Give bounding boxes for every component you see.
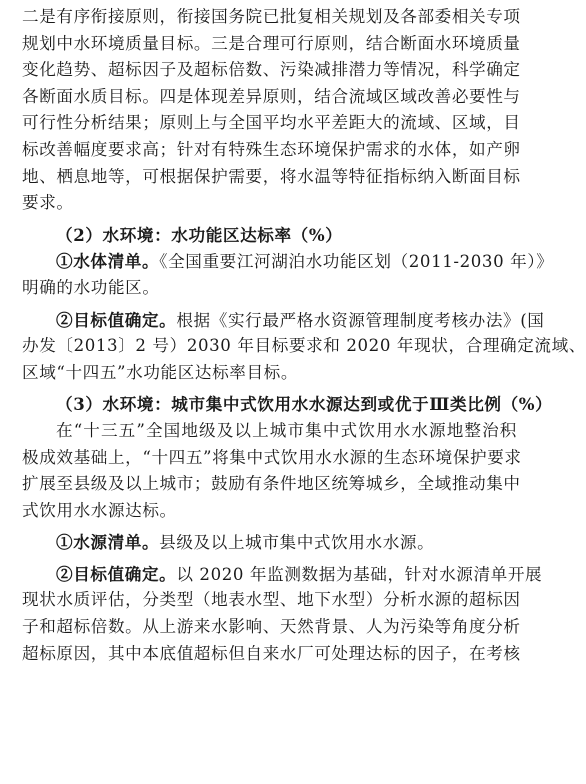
text-line: 超标原因，其中本底值超标但自来水厂可处理达标的因子，在考核	[22, 643, 521, 663]
section-heading-water-function-zone: （2）水环境：水功能区达标率（%）	[56, 224, 343, 245]
text-line	[22, 248, 554, 275]
text-line: 式饮用水水源达标。	[22, 500, 177, 520]
paragraph-water-source-list	[22, 529, 517, 556]
item-text: 《全国重要江河湖泊水功能区划（2011-2030 年）》	[159, 252, 554, 272]
text-line: 办发〔2013〕2 号）2030 年目标要求和 2020 年现状，合理确定流域、	[22, 336, 586, 356]
text-line: 区域“十四五”水功能区达标率目标。	[22, 362, 299, 382]
item-label: ②目标值确定。	[56, 309, 177, 330]
text-line: 子和超标倍数。从上游来水影响、天然背景、人为污染等角度分析	[22, 617, 521, 637]
text-line: 明确的水功能区。	[22, 277, 160, 297]
text-line: 扩展至县级及以上城市；鼓励有条件地区统筹城乡，全域推动集中	[22, 474, 521, 494]
paragraph-source-target-determination	[22, 561, 543, 667]
text-line: 现状水质评估，分类型（地表水型、地下水型）分析水源的超标因	[22, 590, 521, 610]
item-text: 以 2020 年监测数据为基础，针对水源清单开展	[176, 564, 543, 584]
text-line	[22, 307, 545, 334]
item-text: 县级及以上城市集中式饮用水水源。	[159, 533, 435, 553]
item-label: ①水体清单。	[56, 251, 160, 272]
text-line: 二是有序衔接原则，衔接国务院已批复相关规划及各部委相关专项	[22, 7, 521, 26]
text-line: 在“十三五”全国地级及以上城市集中式饮用水水源地整治积	[56, 420, 517, 440]
paragraph-water-body-list	[22, 248, 554, 301]
item-label: ①水源清单。	[56, 532, 160, 553]
section-heading-drinking-water-source: （3）水环境：城市集中式饮用水水源达到或优于Ⅲ类比例（%）	[56, 394, 553, 415]
paragraph-target-determination	[22, 307, 586, 387]
text-line: 可行性分析结果；原则上与全国平均水平差距大的流域、区域，目	[22, 113, 521, 133]
text-line: 各断面水质目标。四是体现差异原则，结合流域区域改善必要性与	[22, 86, 521, 106]
text-line: 极成效基础上，“十四五”将集中式饮用水水源的生态环境保护要求	[22, 447, 522, 467]
item-label: ②目标值确定。	[56, 563, 177, 584]
text-line	[22, 561, 543, 588]
text-line: 规划中水环境质量目标。三是合理可行原则，结合断面水环境质量	[22, 33, 521, 53]
text-line: 地、栖息地等，可根据保护需要，将水温等特征指标纳入断面目标	[22, 166, 521, 186]
text-line: 标改善幅度要求高；针对有特殊生态环境保护需求的水体，如产卵	[22, 139, 521, 159]
text-line: 要求。	[22, 193, 74, 213]
paragraph-drinking-water-intro	[22, 418, 522, 524]
text-line: 变化趋势、超标因子及超标倍数、污染减排潜力等情况，科学确定	[22, 60, 521, 80]
item-text: 根据《实行最严格水资源管理制度考核办法》(国	[176, 310, 545, 330]
paragraph-principles	[22, 4, 521, 217]
